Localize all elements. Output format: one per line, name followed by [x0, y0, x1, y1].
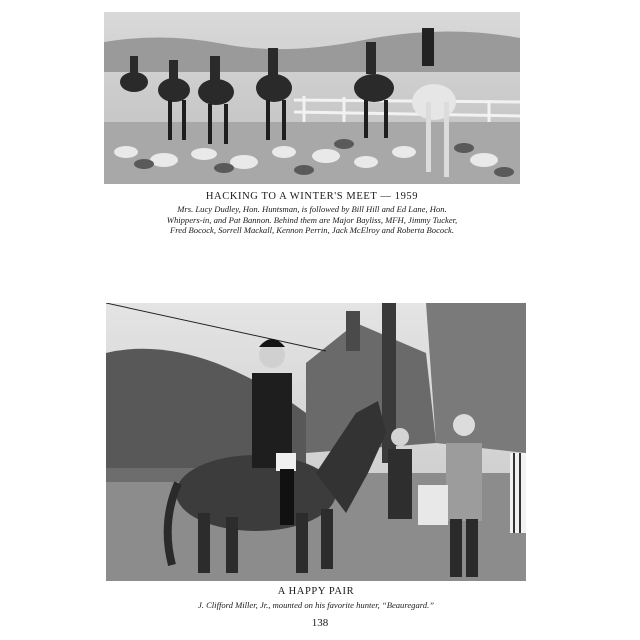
- rider-on-horse-image: [106, 303, 526, 581]
- page-number: 138: [311, 617, 329, 629]
- photo1-caption-body: [110, 204, 514, 236]
- photo1-caption-line: Fred Bocock, Sorrell Mackall, Kennon Perrin, Jack McElroy and Roberta Bocock.: [170, 225, 454, 236]
- hunt-procession-image: [104, 12, 520, 184]
- rider-on-horse-photo: [106, 303, 526, 581]
- hunt-procession-photo: [104, 12, 520, 184]
- photo2-caption-body: J. Clifford Miller, Jr., mounted on his favorite hunter, “Beauregard.”: [197, 600, 435, 610]
- photo1-caption-line: Mrs. Lucy Dudley, Hon. Huntsman, is followed by Bill Hill and Ed Lane, Hon.: [177, 204, 447, 214]
- photo1-caption-title: HACKING TO A WINTER'S MEET — 1959: [205, 191, 419, 202]
- photo2-caption-title: A HAPPY PAIR: [277, 586, 355, 597]
- photo1-caption-line: Whippers-in, and Pat Bannon. Behind them are Major Bayliss, MFH, Jimmy Tucker,: [166, 214, 458, 225]
